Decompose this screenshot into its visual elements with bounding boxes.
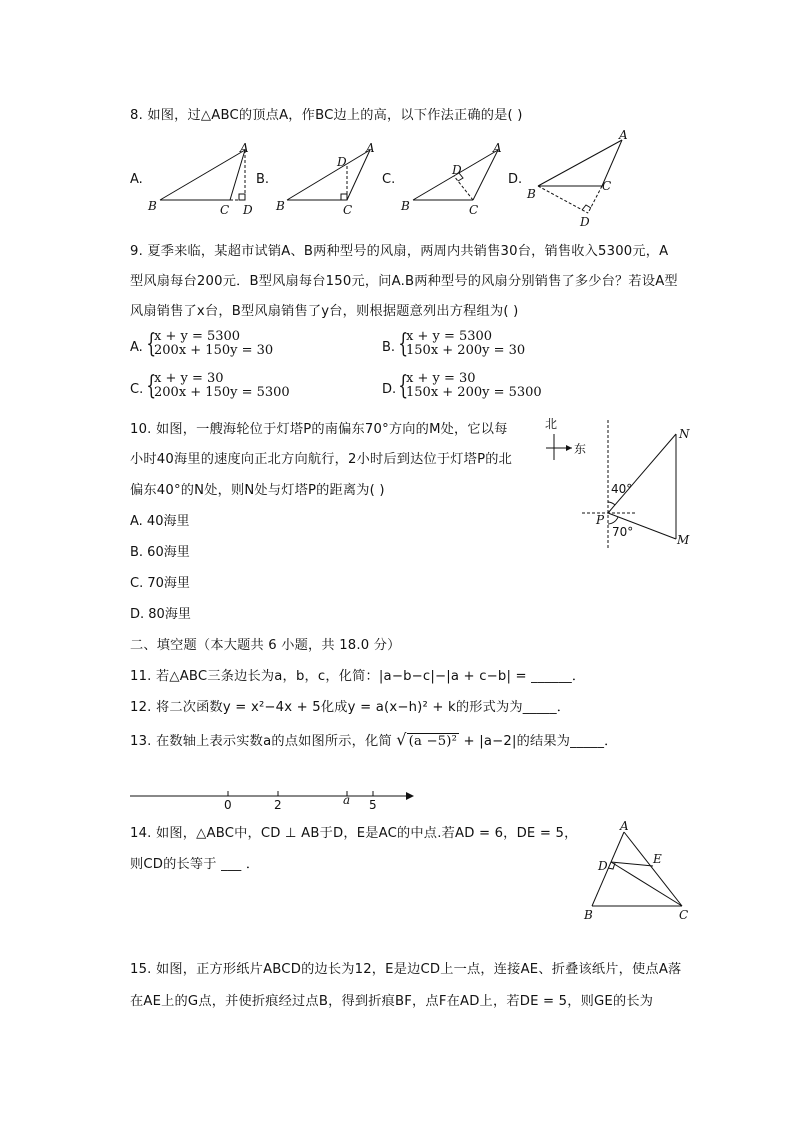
- q14-label-b: B: [584, 908, 593, 922]
- q13-text-pre: 13. 在数轴上表示实数a的点如图所示，化简: [130, 734, 392, 749]
- q11-text: 11. 若△ABC三条边长为a，b，c，化简：|a−b−c|−|a + c−b| = ______．: [130, 669, 586, 684]
- q10-label-m: M: [677, 533, 690, 547]
- q8b-label-c: C: [343, 203, 353, 217]
- q9-option-b-eq1: x + y = 5300: [406, 329, 493, 344]
- section2-title: 二、填空题（本大题共 6 小题，共 18.0 分）: [130, 638, 401, 653]
- q8c-label-c: C: [469, 203, 479, 217]
- q14-label-c: C: [679, 908, 689, 922]
- q9-line2: 型风扇每台200元．B型风扇每台150元，问A.B两种型号的风扇分别销售了多少台？若设A型: [130, 274, 678, 289]
- q9-option-c-label: C.: [130, 382, 144, 397]
- q9-option-b-label: B.: [382, 340, 396, 355]
- q14-line2: 则CD的长等于 ___ ．: [130, 857, 260, 872]
- q8-option-d: D.: [508, 172, 523, 187]
- q13-text-post: + |a−2|的结果为_____．: [463, 734, 618, 749]
- q10-angle-70: 70°: [612, 525, 634, 539]
- q9-option-d-eq2: 150x + 200y = 5300: [406, 385, 542, 400]
- q10-option-a: A. 40海里: [130, 514, 190, 529]
- q13-tick-5: 5: [369, 798, 377, 812]
- q10-option-d: D. 80海里: [130, 607, 191, 622]
- q9-option-b-brace: {: [398, 329, 409, 359]
- q8b-label-b: B: [276, 199, 285, 213]
- q9-option-a-eq2: 200x + 150y = 30: [154, 343, 274, 358]
- q9-option-c-brace: {: [146, 371, 157, 401]
- q10-label-n: N: [679, 427, 690, 441]
- q13-number-line: [128, 782, 420, 812]
- q9-option-d-eq1: x + y = 30: [406, 371, 476, 386]
- q8-figure-d: [520, 126, 640, 230]
- q14-label-a: A: [620, 819, 629, 833]
- q9-option-c-eq1: x + y = 30: [154, 371, 224, 386]
- q10-line2: 小时40海里的速度向正北方向航行，2小时后到达位于灯塔P的北: [130, 452, 512, 467]
- sqrt-icon: √: [396, 730, 407, 749]
- q8c-label-a: A: [493, 141, 502, 155]
- q8a-label-b: B: [148, 199, 157, 213]
- q9-option-a-label: A.: [130, 340, 143, 355]
- q9-option-a-brace: {: [146, 329, 157, 359]
- q13-tick-0: 0: [224, 798, 232, 812]
- q8-text: 8. 如图，过△ABC的顶点A，作BC边上的高，以下作法正确的是( ): [130, 108, 523, 123]
- q8b-label-d: D: [337, 155, 347, 169]
- q13-row: [130, 730, 618, 749]
- q8-figure-b: [270, 140, 385, 218]
- q14-figure: [578, 818, 700, 924]
- q8d-label-c: C: [602, 179, 612, 193]
- q9-line3: 风扇销售了x台，B型风扇销售了y台，则根据题意列出方程组为( ): [130, 304, 519, 319]
- q10-angle-40: 40°: [611, 482, 633, 496]
- q10-east-label: 东: [574, 442, 587, 456]
- q8a-label-a: A: [240, 141, 249, 155]
- q8-option-c: C.: [382, 172, 396, 187]
- q15-line1: 15. 如图，正方形纸片ABCD的边长为12，E是边CD上一点，连接AE、折叠该纸片，使点A落: [130, 962, 682, 977]
- q10-figure: [540, 412, 700, 554]
- q8d-label-b: B: [527, 187, 536, 201]
- q8d-label-a: A: [619, 128, 628, 142]
- q10-option-c: C. 70海里: [130, 576, 190, 591]
- q9-line1: 9. 夏季来临，某超市试销A、B两种型号的风扇，两周内共销售30台，销售收入5300元，A: [130, 244, 669, 259]
- q13-radicand: (a −5)²: [408, 734, 458, 749]
- q12-text: 12. 将二次函数y = x²−4x + 5化成y = a(x−h)² + k的形式为为_____．: [130, 700, 571, 715]
- q14-label-d: D: [598, 859, 608, 873]
- q9-option-d-label: D.: [382, 382, 397, 397]
- q8-figure-c: [396, 140, 511, 218]
- q8d-label-d: D: [580, 215, 590, 229]
- q10-line1: 10. 如图，一艘海轮位于灯塔P的南偏东70°方向的M处，它以每: [130, 422, 508, 437]
- q8a-label-d: D: [243, 203, 253, 217]
- q8a-label-c: C: [220, 203, 230, 217]
- q9-option-c-eq2: 200x + 150y = 5300: [154, 385, 290, 400]
- q13-tick-a: a: [343, 793, 351, 807]
- q8c-label-d: D: [452, 163, 462, 177]
- q8b-label-a: A: [366, 141, 375, 155]
- q14-line1: 14. 如图，△ABC中，CD ⊥ AB于D，E是AC的中点.若AD = 6，DE = 5，: [130, 826, 578, 841]
- q10-option-b: B. 60海里: [130, 545, 190, 560]
- q8c-label-b: B: [401, 199, 410, 213]
- q13-tick-2: 2: [274, 798, 282, 812]
- q10-north-label: 北: [545, 417, 558, 431]
- q9-option-b-eq2: 150x + 200y = 30: [406, 343, 526, 358]
- q9-option-d-brace: {: [398, 371, 409, 401]
- q10-line3: 偏东40°的N处，则N处与灯塔P的距离为( ): [130, 483, 385, 498]
- q8-option-b: B.: [256, 172, 270, 187]
- q9-option-a-eq1: x + y = 5300: [154, 329, 241, 344]
- q8-option-a: A.: [130, 172, 143, 187]
- q15-line2: 在AE上的G点，并使折痕经过点B，得到折痕BF，点F在AD上，若DE = 5，则GE的长为: [130, 994, 654, 1009]
- q14-label-e: E: [653, 852, 662, 866]
- q8-figure-a: [140, 140, 265, 218]
- q10-label-p: P: [596, 513, 605, 527]
